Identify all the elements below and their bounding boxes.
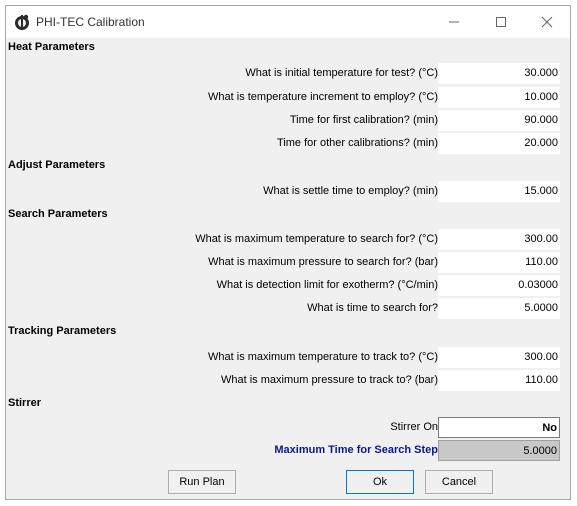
section-stirrer: Stirrer <box>8 397 42 409</box>
title-bar[interactable] <box>6 6 570 38</box>
search-time-label: What is time to search for? <box>307 302 438 314</box>
stirrer-on-label: Stirrer On <box>390 421 438 433</box>
initial-temp-label: What is initial temperature for test? (°C) <box>245 67 438 79</box>
section-heat-parameters: Heat Parameters <box>8 41 95 53</box>
track-max-pressure-field[interactable]: 110.00 <box>438 370 560 391</box>
other-calibrations-field[interactable]: 20.000 <box>438 133 560 154</box>
window-title: PHI-TEC Calibration <box>36 15 145 29</box>
temp-increment-field[interactable]: 10.000 <box>438 87 560 108</box>
first-calibration-label: Time for first calibration? (min) <box>289 114 438 126</box>
settle-time-label: What is settle time to employ? (min) <box>263 185 438 197</box>
ok-button[interactable]: Ok <box>346 470 414 494</box>
run-plan-button[interactable]: Run Plan <box>168 470 236 494</box>
cancel-button[interactable]: Cancel <box>425 470 493 494</box>
app-logo-icon <box>13 13 31 31</box>
track-max-temp-field[interactable]: 300.00 <box>438 347 560 368</box>
search-max-pressure-field[interactable]: 110.00 <box>438 252 560 273</box>
search-max-temp-field[interactable]: 300.00 <box>438 229 560 250</box>
button-bar <box>6 466 570 500</box>
settle-time-field[interactable]: 15.000 <box>438 181 560 202</box>
other-calibrations-label: Time for other calibrations? (min) <box>277 137 438 149</box>
first-calibration-field[interactable]: 90.000 <box>438 110 560 131</box>
initial-temp-field[interactable]: 30.000 <box>438 63 560 84</box>
close-icon[interactable] <box>524 6 570 38</box>
track-max-pressure-label: What is maximum pressure to track to? (bar) <box>220 374 438 386</box>
section-tracking-parameters: Tracking Parameters <box>8 325 117 337</box>
max-search-time-label: Maximum Time for Search Step <box>274 444 438 456</box>
max-search-time-field: 5.0000 <box>438 440 560 461</box>
detection-limit-label: What is detection limit for exotherm? (°C/min) <box>216 279 438 291</box>
section-adjust-parameters: Adjust Parameters <box>8 159 106 171</box>
form-content <box>6 38 570 466</box>
maximize-icon[interactable] <box>478 6 524 38</box>
section-search-parameters: Search Parameters <box>8 208 108 220</box>
search-time-field[interactable]: 5.0000 <box>438 298 560 319</box>
search-max-pressure-label: What is maximum pressure to search for? (bar) <box>208 256 438 268</box>
search-max-temp-label: What is maximum temperature to search for? (°C) <box>195 233 438 245</box>
track-max-temp-label: What is maximum temperature to track to? (°C) <box>208 351 438 363</box>
minimize-icon[interactable] <box>431 6 477 38</box>
stirrer-on-field[interactable]: No <box>438 417 560 438</box>
temp-increment-label: What is temperature increment to employ? (°C) <box>208 91 438 103</box>
calibration-window <box>5 5 571 500</box>
detection-limit-field[interactable]: 0.03000 <box>438 275 560 296</box>
